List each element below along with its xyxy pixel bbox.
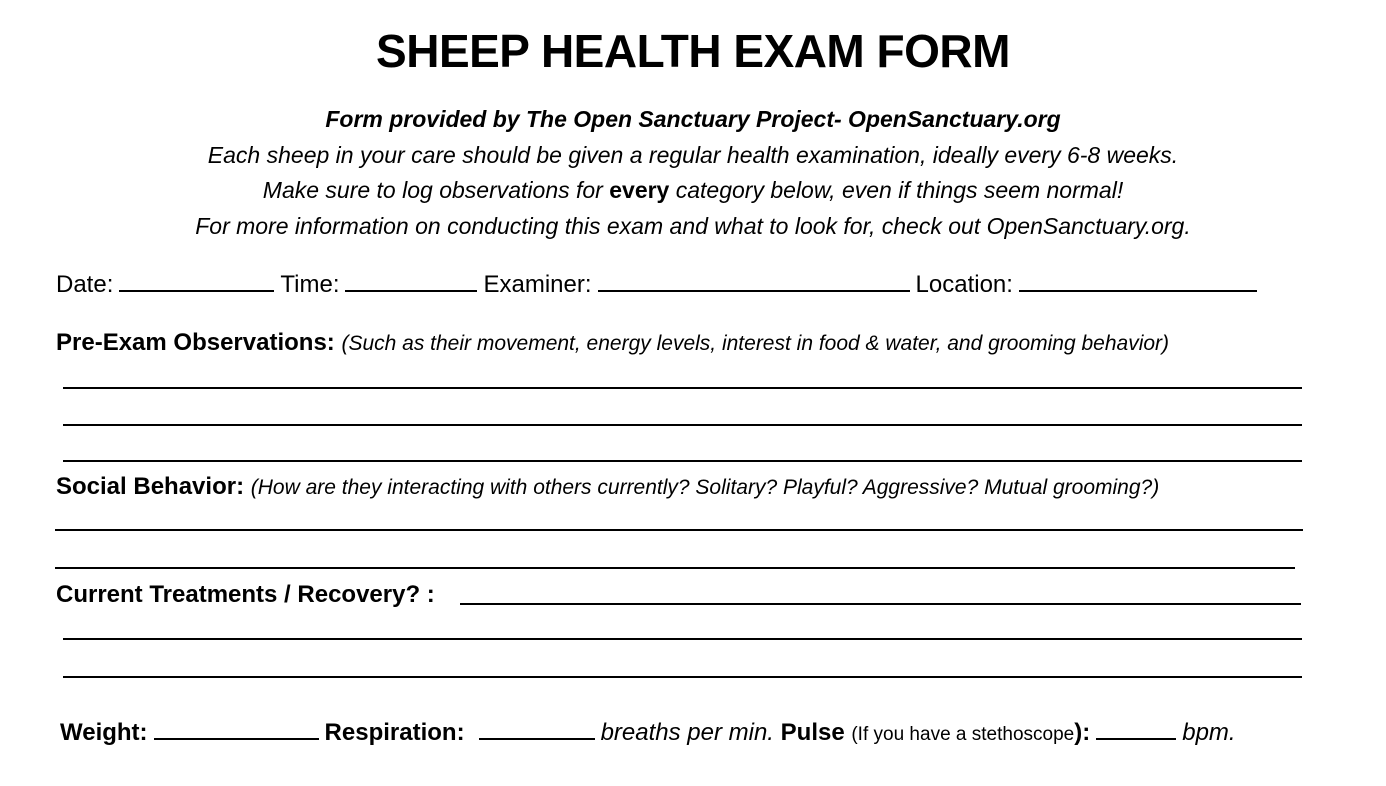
intro-line-4: For more information on conducting this exam and what to look for, check out OpenSanctuary.org.	[195, 213, 1191, 239]
examiner-field[interactable]	[598, 270, 910, 292]
respiration-label: Respiration:	[324, 719, 465, 746]
location-field[interactable]	[1019, 270, 1257, 292]
vitals-row	[60, 718, 1236, 750]
pre-exam-line-3[interactable]	[63, 460, 1302, 462]
intro-line-2: Each sheep in your care should be given a regular health examination, ideally every 6-8 weeks.	[207, 142, 1179, 168]
treatments-line-3[interactable]	[63, 676, 1302, 678]
treatments-line-1[interactable]	[460, 603, 1301, 605]
respiration-field[interactable]	[479, 718, 595, 740]
emphasis: every	[609, 177, 670, 203]
social-hint: (How are they interacting with others currently? Solitary? Playful? Aggressive? Mutual grooming?)	[250, 476, 1160, 499]
pre-exam-hint: (Such as their movement, energy levels, interest in food & water, and grooming behavior)	[341, 332, 1170, 355]
social-heading	[56, 472, 1159, 503]
treatments-line-2[interactable]	[63, 638, 1302, 640]
pre-exam-heading	[56, 328, 1169, 359]
social-line-2[interactable]	[55, 567, 1295, 569]
page-title: SHEEP HEALTH EXAM FORM	[376, 25, 1010, 77]
location-label: Location:	[915, 271, 1013, 298]
weight-label: Weight:	[60, 719, 148, 746]
pulse-hint: (If you have a stethoscope	[851, 724, 1075, 745]
time-label: Time:	[280, 271, 340, 298]
pulse-field[interactable]	[1096, 718, 1176, 740]
intro-line-3	[0, 175, 1386, 205]
pre-exam-line-2[interactable]	[63, 424, 1302, 426]
breaths-unit: breaths per min.	[600, 719, 774, 746]
date-field[interactable]	[119, 270, 274, 292]
pulse-colon: ):	[1074, 719, 1091, 746]
social-line-1[interactable]	[55, 529, 1303, 531]
treatments-heading	[56, 580, 435, 610]
date-label: Date:	[56, 271, 114, 298]
provided-by: Form provided by The Open Sanctuary Project- OpenSanctuary.org	[325, 106, 1061, 132]
social-label: Social Behavior:	[56, 473, 245, 500]
examiner-label: Examiner:	[483, 271, 592, 298]
bpm-unit: bpm.	[1182, 719, 1236, 746]
time-field[interactable]	[345, 270, 477, 292]
pulse-label: Pulse	[780, 719, 845, 746]
treatments-label: Current Treatments / Recovery? :	[56, 581, 435, 608]
header-fields	[56, 270, 1263, 300]
intro-text: Make sure to log observations for	[262, 177, 610, 203]
pre-exam-line-1[interactable]	[63, 387, 1302, 389]
weight-field[interactable]	[154, 718, 319, 740]
intro-text: category below, even if things seem normal!	[669, 177, 1124, 203]
pre-exam-label: Pre-Exam Observations:	[56, 329, 335, 356]
